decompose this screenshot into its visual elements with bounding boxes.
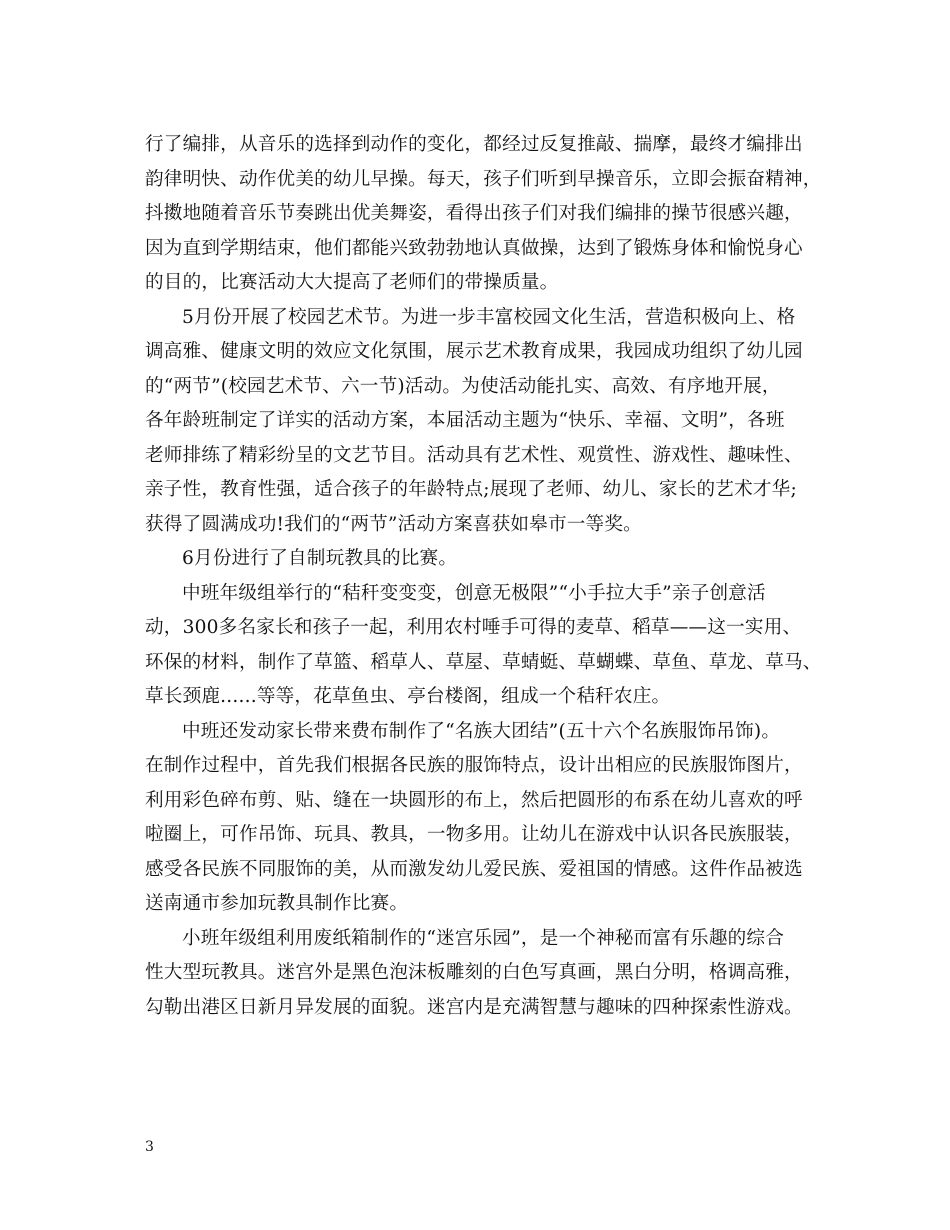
- text-line: 利用彩色碎布剪、贴、缝在一块圆形的布上，然后把圆形的布系在幼儿喜欢的呼: [145, 789, 803, 811]
- text-line: 性大型玩教具。迷宫外是黑色泡沫板雕刻的白色写真画，黑白分明，格调高雅，: [145, 962, 803, 983]
- text-line: 老师排练了精彩纷呈的文艺节目。活动具有艺术性、观赏性、游戏性、趣味性、: [145, 444, 803, 466]
- text-line: 感受各民族不同服饰的美，从而激发幼儿爱民族、爱祖国的情感。这件作品被选: [145, 858, 803, 880]
- text-line: 动，300多名家长和孩子一起，利用农村唾手可得的麦草、稻草——这一实用、: [145, 617, 802, 638]
- paragraph-start-line: 5月份开展了校园艺术节。为进一步丰富校园文化生活，营造积极向上、格: [182, 306, 796, 328]
- page-number: 3: [145, 1139, 154, 1155]
- text-line: 的“两节”(校园艺术节、六一节)活动。为使活动能扎实、高效、有序地开展，: [145, 375, 781, 397]
- text-line: 行了编排，从音乐的选择到动作的变化，都经过反复推敲、揣摩，最终才编排出: [145, 134, 803, 155]
- paragraph-start-line: 中班年级组举行的“秸秆变变变，创意无极限”“小手拉大手”亲子创意活: [182, 582, 766, 604]
- text-line: 环保的材料，制作了草篮、稻草人、草屋、草蜻蜓、草蝴蝶、草鱼、草龙、草马、: [145, 651, 822, 673]
- paragraph-start-line: 小班年级组利用废纸箱制作的“迷宫乐园”，是一个神秘而富有乐趣的综合: [182, 927, 785, 949]
- text-line: 获得了圆满成功!我们的“两节”活动方案喜获如皋市一等奖。: [145, 513, 642, 535]
- body-text: [145, 128, 822, 1025]
- text-line: 的目的，比赛活动大大提高了老师们的带操质量。: [145, 272, 559, 293]
- text-line: 在制作过程中，首先我们根据各民族的服饰特点，设计出相应的民族服饰图片，: [145, 755, 803, 776]
- paragraph-start-line: 中班还发动家长带来费布制作了“名族大团结”(五十六个名族服饰吊饰)。: [182, 720, 781, 742]
- text-line: 各年龄班制定了详实的活动方案，本届活动主题为“快乐、幸福、文明”，各班: [145, 410, 785, 431]
- text-line: 调高雅、健康文明的效应文化氛围，展示艺术教育成果，我园成功组织了幼儿园: [145, 341, 803, 362]
- text-line: 因为直到学期结束，他们都能兴致勃勃地认真做操，达到了锻炼身体和愉悦身心: [145, 237, 803, 259]
- text-line: 送南通市参加玩教具制作比赛。: [145, 893, 409, 914]
- text-line: 韵律明快、动作优美的幼儿早操。每天，孩子们听到早操音乐，立即会振奋精神，: [145, 168, 822, 190]
- text-line: 亲子性，教育性强，适合孩子的年龄特点;展现了老师、幼儿、家长的艺术才华;: [145, 479, 797, 500]
- text-line: 啦圈上，可作吊饰、玩具、教具，一物多用。让幼儿在游戏中认识各民族服装，: [145, 824, 803, 845]
- text-line: 草长颈鹿......等等，花草鱼虫、亭台楼阁，组成一个秸秆农庄。: [145, 686, 671, 707]
- paragraph-start-line: 6月份进行了自制玩教具的比赛。: [182, 548, 458, 569]
- text-line: 抖擞地随着音乐节奏跳出优美舞姿，看得出孩子们对我们编排的操节很感兴趣，: [145, 203, 803, 224]
- text-line: 勾勒出港区日新月异发展的面貌。迷宫内是充满智慧与趣味的四种探索性游戏。: [145, 996, 803, 1018]
